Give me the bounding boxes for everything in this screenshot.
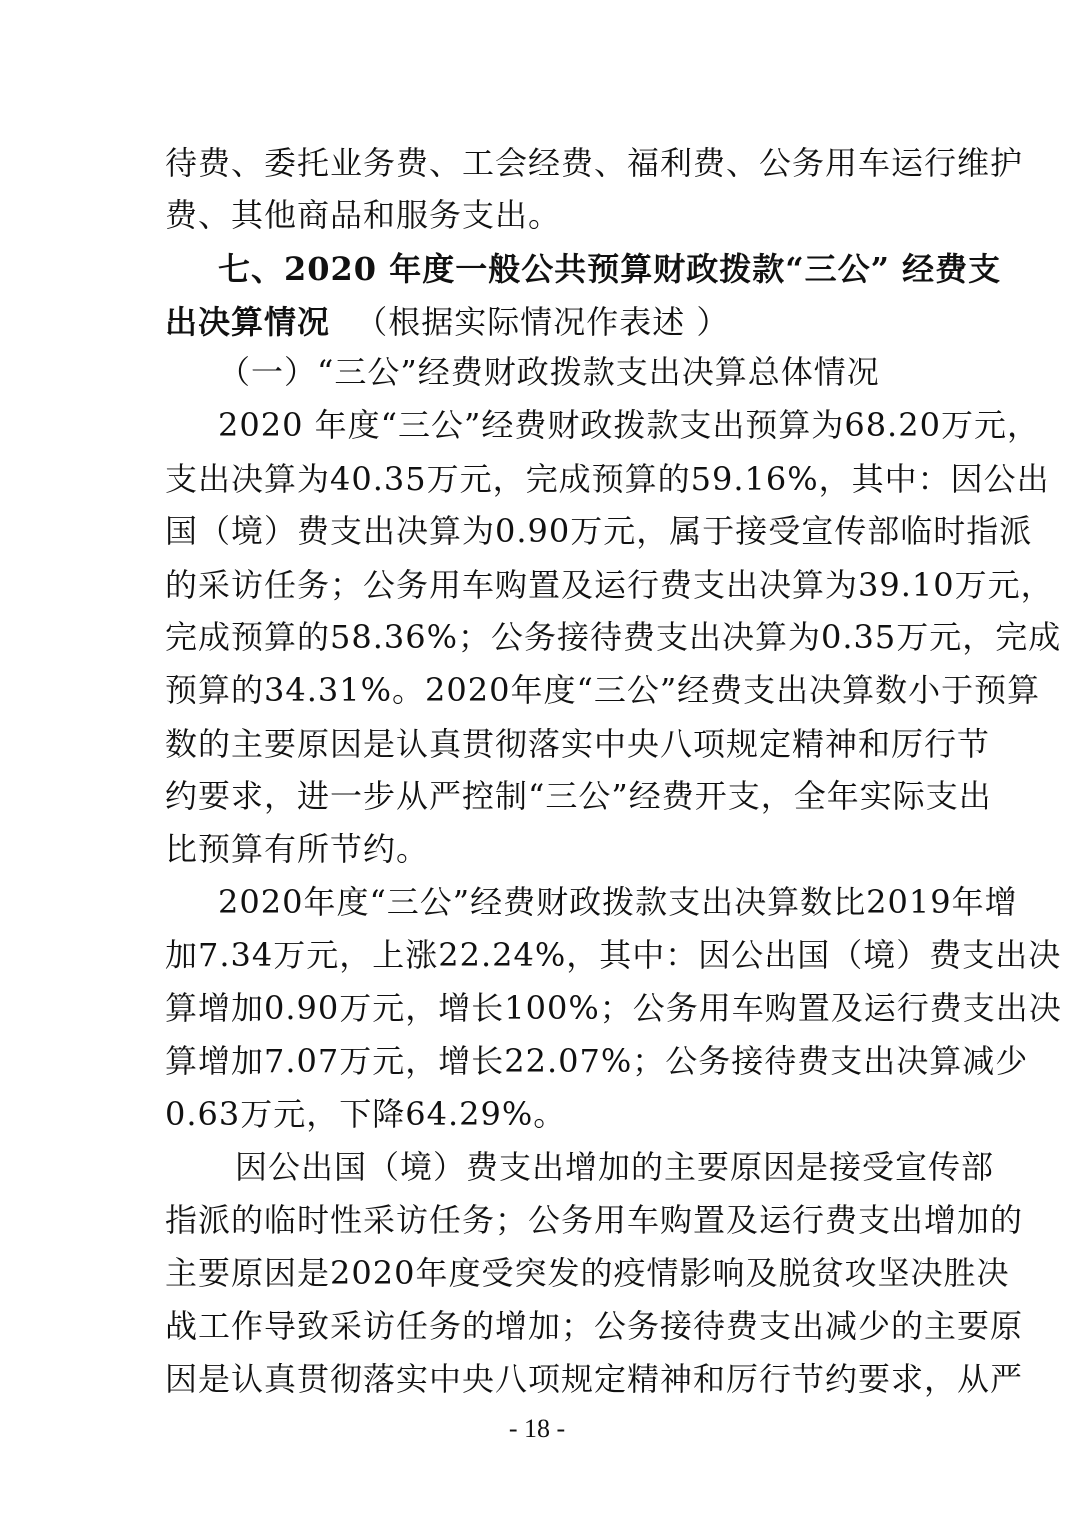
section-heading: 七、2020 年度一般公共预算财政拨款“三公” 经费支 xyxy=(218,250,1002,288)
body-line: 加7.34万元，上涨22.24%，其中：因公出国（境）费支出决 xyxy=(165,936,1062,974)
body-line: 主要原因是2020年度受突发的疫情影响及脱贫攻坚决胜决 xyxy=(165,1254,1010,1292)
body-line: 2020年度“三公”经费财政拨款支出决算数比2019年增 xyxy=(218,883,1018,921)
body-line: 完成预算的58.36%；公务接待费支出决算为0.35万元，完成 xyxy=(165,618,1062,656)
body-line: 待费、委托业务费、工会经费、福利费、公务用车运行维护 xyxy=(165,144,1024,182)
body-line: 数的主要原因是认真贯彻落实中央八项规定精神和厉行节 xyxy=(165,725,991,763)
body-line: 算增加0.90万元，增长100%；公务用车购置及运行费支出决 xyxy=(165,989,1062,1027)
body-line: 费、其他商品和服务支出。 xyxy=(165,196,562,234)
body-line: 因是认真贯彻落实中央八项规定精神和厉行节约要求，从严 xyxy=(165,1360,1024,1398)
body-line: 因公出国（境）费支出增加的主要原因是接受宣传部 xyxy=(235,1148,995,1186)
page-number: - 18 - xyxy=(508,1414,566,1443)
body-line: 战工作导致采访任务的增加；公务接待费支出减少的主要原 xyxy=(165,1307,1024,1345)
body-line: 0.63万元，下降64.29%。 xyxy=(165,1095,567,1133)
section-heading-end: 出决算情况 xyxy=(165,303,331,341)
body-line: 2020 年度“三公”经费财政拨款支出预算为68.20万元， xyxy=(218,406,1040,444)
body-line: 比预算有所节约。 xyxy=(165,830,430,868)
section-heading-continuation xyxy=(165,302,925,342)
body-line: 预算的34.31%。2020年度“三公”经费支出决算数小于预算 xyxy=(165,671,1041,709)
subsection-heading: （一）“三公”经费财政拨款支出决算总体情况 xyxy=(218,353,880,391)
body-line: 算增加7.07万元，增长22.07%；公务接待费支出决算减少 xyxy=(165,1042,1029,1080)
body-line: 的采访任务；公务用车购置及运行费支出决算为39.10万元， xyxy=(165,566,1054,604)
body-line: 指派的临时性采访任务；公务用车购置及运行费支出增加的 xyxy=(165,1201,1024,1239)
section-note: （根据实际情况作表述 ） xyxy=(355,303,730,341)
body-line: 支出决算为40.35万元，完成预算的59.16%，其中：因公出 xyxy=(165,460,1050,498)
body-line: 国（境）费支出决算为0.90万元，属于接受宣传部临时指派 xyxy=(165,512,1033,550)
body-line: 约要求，进一步从严控制“三公”经费开支，全年实际支出 xyxy=(165,777,992,815)
